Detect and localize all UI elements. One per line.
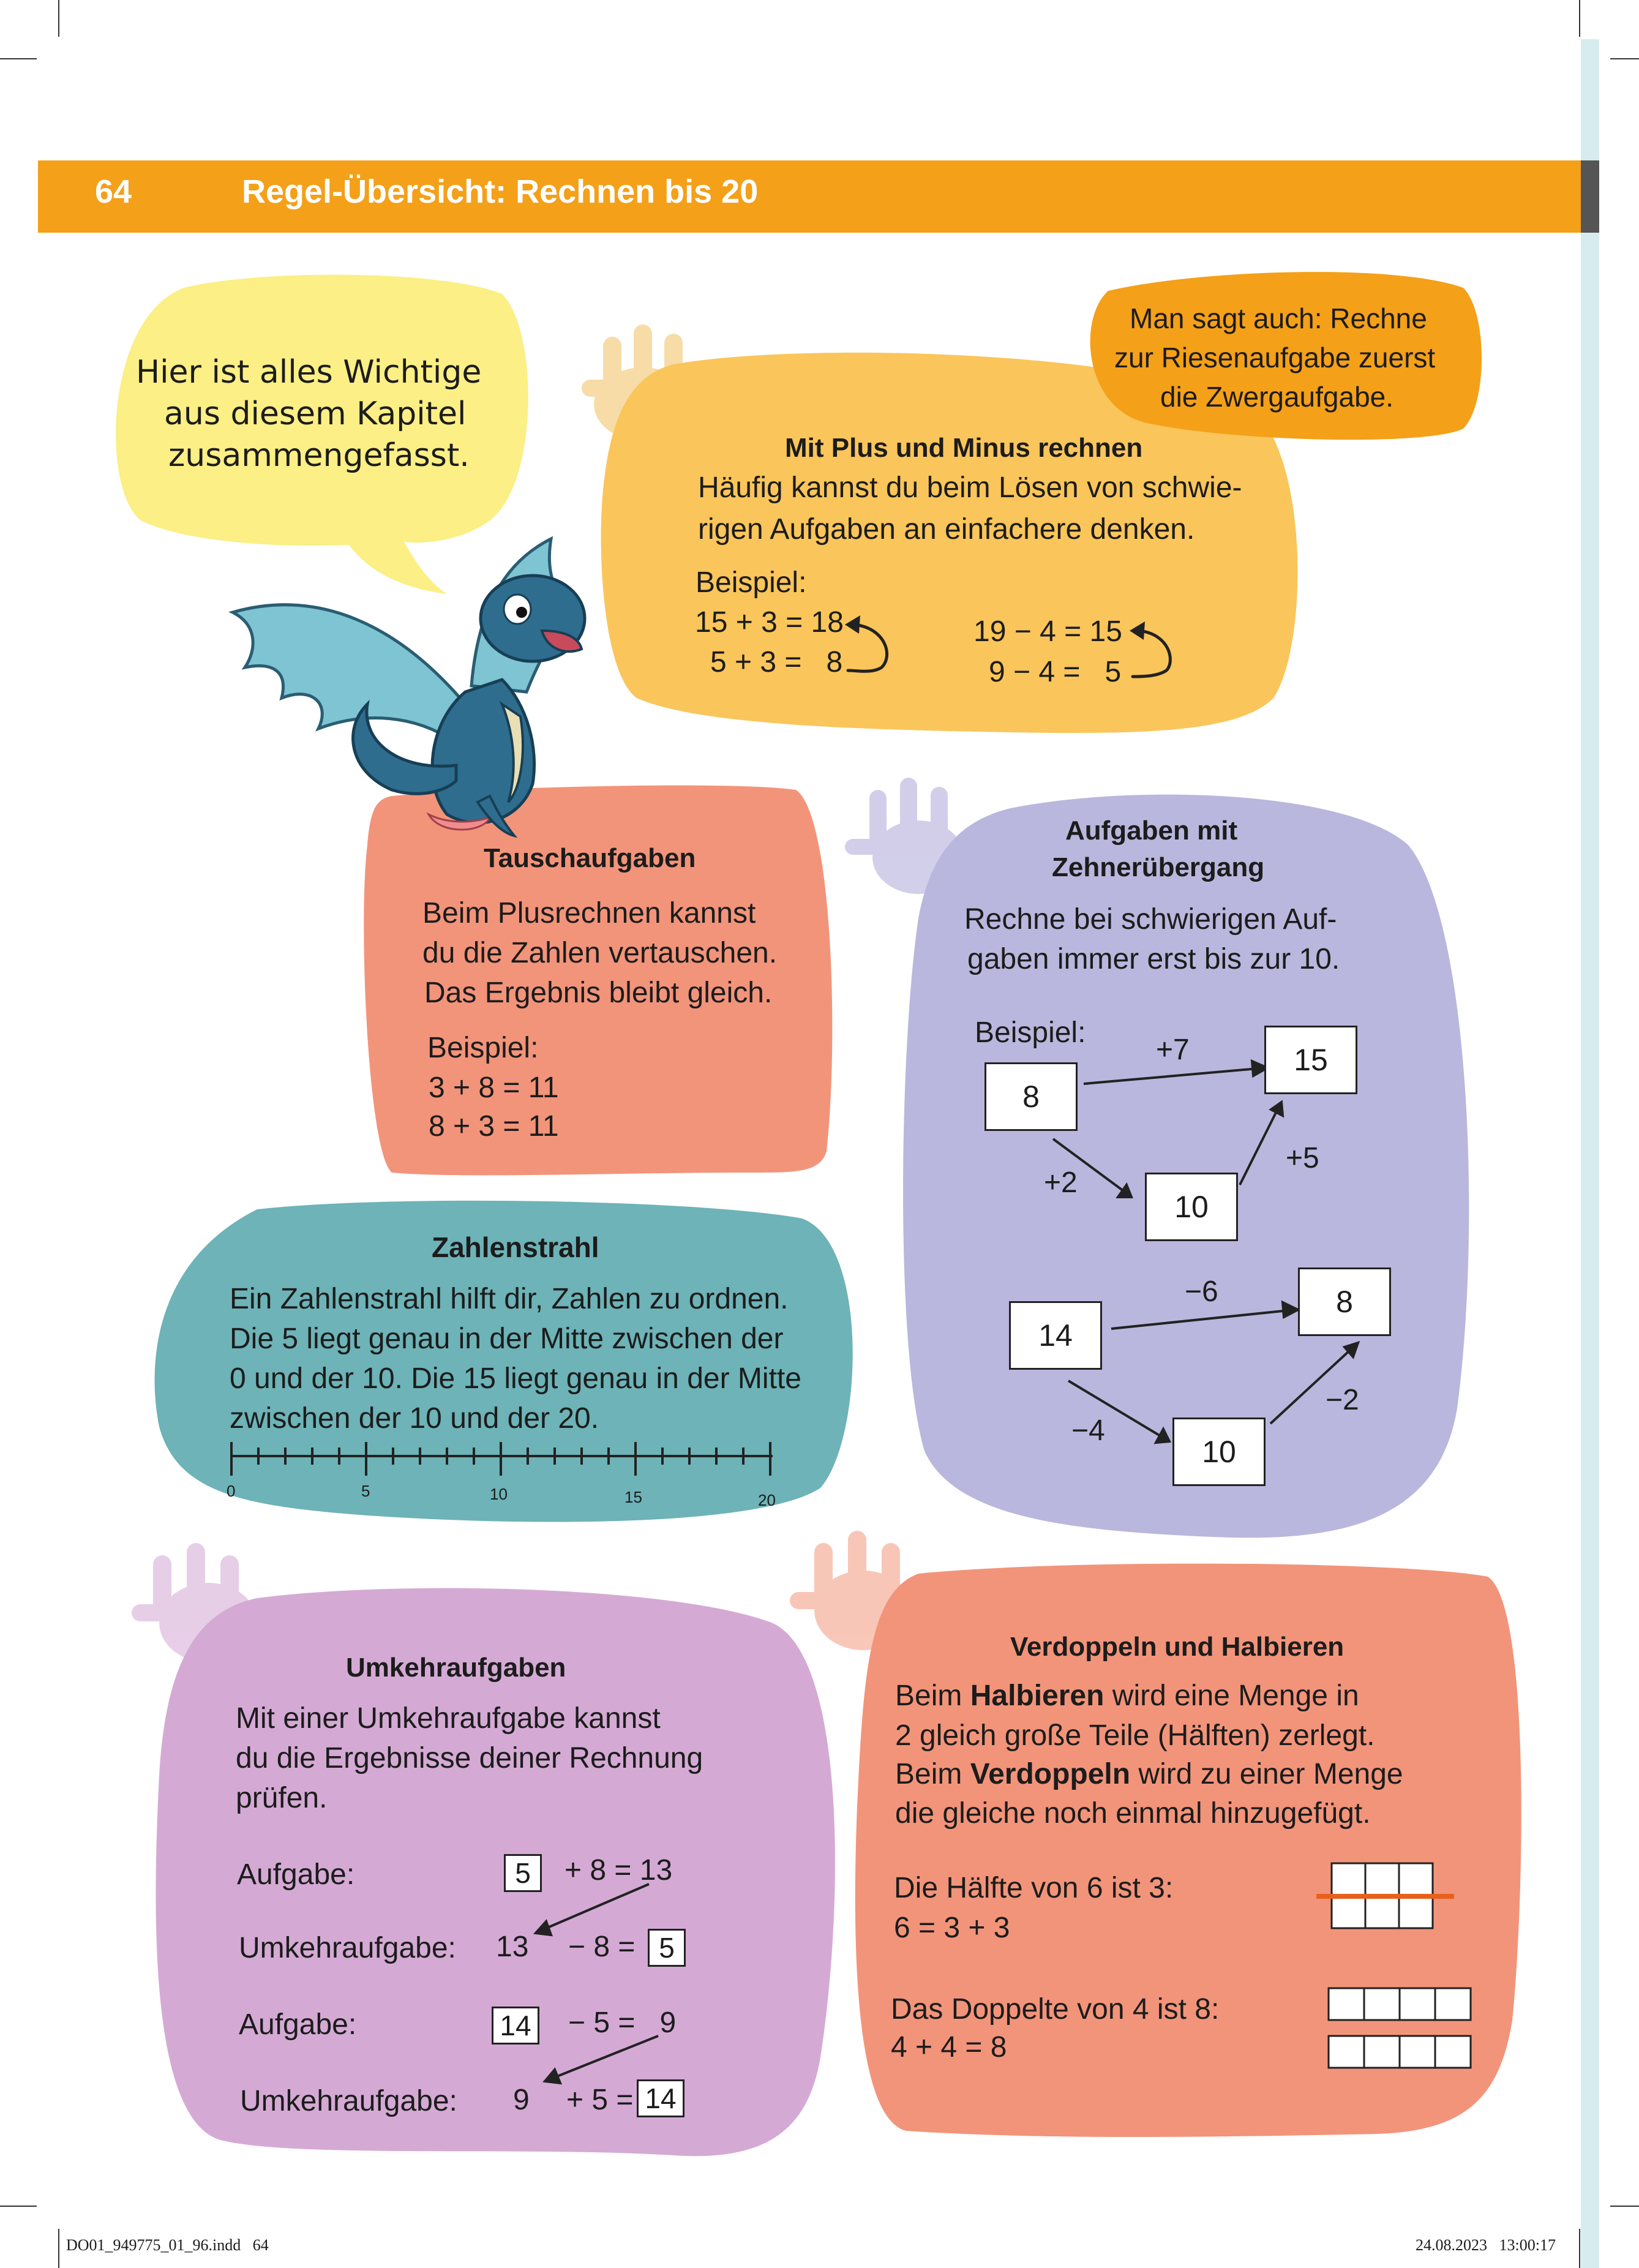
inverse-r2-mid: − 8 =: [568, 1931, 636, 1963]
diagram1-start-box: 8: [985, 1062, 1078, 1131]
half-statement: Die Hälfte von 6 ist 3:: [894, 1872, 1174, 1904]
inverse-r4-start: 9: [513, 2084, 530, 2116]
double-double-term: Verdoppeln: [970, 1758, 1131, 1790]
double-equation: 4 + 4 = 8: [891, 2031, 1007, 2063]
numberline-line-3: 0 und der 10. Die 15 liegt genau in der Mitte: [230, 1362, 801, 1395]
plus-minus-line-1: Häufig kannst du beim Lösen von schwie-: [698, 471, 1242, 504]
numberline-tick-label: 10: [490, 1485, 508, 1503]
numberline-tick-label: 15: [624, 1488, 642, 1506]
double-title: Verdoppeln und Halbieren: [1010, 1632, 1345, 1662]
half-equation: 6 = 3 + 3: [894, 1912, 1010, 1944]
inverse-task-label-1: Aufgabe:: [237, 1858, 355, 1891]
diagram1-end-box: 15: [1264, 1026, 1357, 1094]
inverse-r2-start: 13: [496, 1931, 529, 1963]
inverse-r1-rest: + 8 = 13: [564, 1854, 673, 1887]
plus-minus-eq-right-1: 19 − 4 = 15: [973, 615, 1122, 648]
swap-eq-1: 3 + 8 = 11: [429, 1072, 559, 1104]
diagram1-right-op: +5: [1286, 1142, 1319, 1174]
swap-example-label: Beispiel:: [427, 1032, 539, 1064]
plus-minus-example-label: Beispiel:: [696, 566, 807, 599]
double-line-2: 2 gleich große Teile (Hälften) zerlegt.: [895, 1719, 1375, 1752]
double-line-4: die gleiche noch einmal hinzugefügt.: [895, 1797, 1371, 1830]
diagram2-mid-box: 10: [1172, 1418, 1266, 1486]
header-edge-tab: [1581, 160, 1599, 233]
inverse-r1-box: 5: [504, 1854, 542, 1892]
speech-line-2: aus diesem Kapitel: [164, 396, 467, 432]
swap-eq-2: 8 + 3 = 11: [429, 1110, 559, 1143]
diagram2-right-op: −2: [1326, 1384, 1359, 1416]
tens-line-1: Rechne bei schwierigen Auf-: [964, 903, 1337, 936]
diagram2-left-op: −4: [1071, 1414, 1105, 1447]
diagram1-mid-box: 10: [1145, 1173, 1238, 1241]
inverse-task-label-2: Aufgabe:: [239, 2008, 357, 2041]
tens-title-1: Aufgaben mit: [1065, 816, 1238, 846]
double-line-3-a: Beim: [895, 1758, 970, 1790]
tip-line-1: Man sagt auch: Rechne: [1130, 302, 1427, 334]
numberline-tick-label: 20: [758, 1491, 776, 1509]
tens-title-2: Zehnerübergang: [1052, 852, 1265, 882]
numberline-line-4: zwischen der 10 und der 20.: [230, 1402, 599, 1435]
inverse-line-3: prüfen.: [236, 1782, 328, 1814]
double-line-1-c: wird eine Menge in: [1104, 1680, 1359, 1712]
inverse-r3-box: 14: [492, 2007, 539, 2045]
inverse-label-2: Umkehraufgabe:: [240, 2085, 457, 2117]
page-title: Regel-Übersicht: Rechnen bis 20: [242, 173, 759, 210]
double-line-1-a: Beim: [895, 1680, 970, 1712]
inverse-line-1: Mit einer Umkehraufgabe kannst: [236, 1702, 661, 1735]
speech-line-1: Hier ist alles Wichtige: [136, 354, 482, 391]
speech-bubble-shape: [116, 275, 528, 594]
footer-file-info: DO01_949775_01_96.indd 64: [66, 2236, 269, 2254]
inverse-r3-rest: − 5 = 9: [568, 2007, 677, 2039]
swap-title: Tauschaufgaben: [484, 843, 696, 873]
inverse-title: Umkehraufgaben: [346, 1653, 566, 1683]
plus-minus-eq-left-2: 5 + 3 = 8: [710, 646, 843, 678]
inverse-label-1: Umkehraufgabe:: [239, 1932, 456, 1964]
inverse-r4-box: 14: [637, 2079, 684, 2117]
plus-minus-line-2: rigen Aufgaben an einfachere denken.: [698, 513, 1195, 546]
diagram1-left-op: +2: [1044, 1166, 1078, 1199]
swap-line-2: du die Zahlen vertauschen.: [422, 937, 778, 969]
diagram2-top-op: −6: [1185, 1275, 1218, 1308]
double-line-1: [895, 1677, 1359, 1716]
double-statement: Das Doppelte von 4 ist 8:: [891, 1993, 1220, 2026]
tens-line-2: gaben immer erst bis zur 10.: [967, 943, 1340, 975]
footer-timestamp: 24.08.2023 13:00:17: [1416, 2236, 1556, 2254]
numberline-tick-label: 0: [227, 1482, 236, 1500]
page-trim-stripe: [1581, 39, 1599, 2268]
numberline-line-1: Ein Zahlenstrahl hilft dir, Zahlen zu ordnen.: [230, 1283, 789, 1315]
inverse-r4-mid: + 5 =: [566, 2084, 634, 2116]
plus-minus-eq-right-2: 9 − 4 = 5: [989, 656, 1122, 688]
inverse-line-2: du die Ergebnisse deiner Rechnung: [236, 1742, 703, 1774]
diagram1-top-op: +7: [1156, 1034, 1190, 1066]
numberline-line-2: Die 5 liegt genau in der Mitte zwischen der: [230, 1323, 784, 1355]
plus-minus-eq-left-1: 15 + 3 = 18: [695, 606, 844, 639]
speech-line-3: zusammengefasst.: [168, 437, 470, 474]
swap-line-1: Beim Plusrechnen kannst: [422, 897, 756, 929]
plus-minus-title: Mit Plus und Minus rechnen: [785, 433, 1143, 463]
numberline-title: Zahlenstrahl: [432, 1231, 599, 1263]
double-line-3-c: wird zu einer Menge: [1130, 1758, 1403, 1790]
diagram2-end-box: 8: [1298, 1267, 1391, 1336]
diagram2-start-box: 14: [1009, 1301, 1102, 1370]
numberline-tick-label: 5: [361, 1482, 370, 1500]
swap-line-3: Das Ergebnis bleibt gleich.: [424, 977, 773, 1009]
double-halve-term: Halbieren: [970, 1680, 1105, 1712]
inverse-r2-box: 5: [648, 1929, 686, 1967]
tens-example-label: Beispiel:: [975, 1016, 1086, 1049]
double-line-3: [895, 1755, 1403, 1794]
tip-line-2: zur Riesenaufgabe zuerst: [1114, 342, 1436, 374]
page-number: 64: [95, 173, 132, 210]
tip-line-3: die Zwergaufgabe.: [1160, 381, 1394, 413]
